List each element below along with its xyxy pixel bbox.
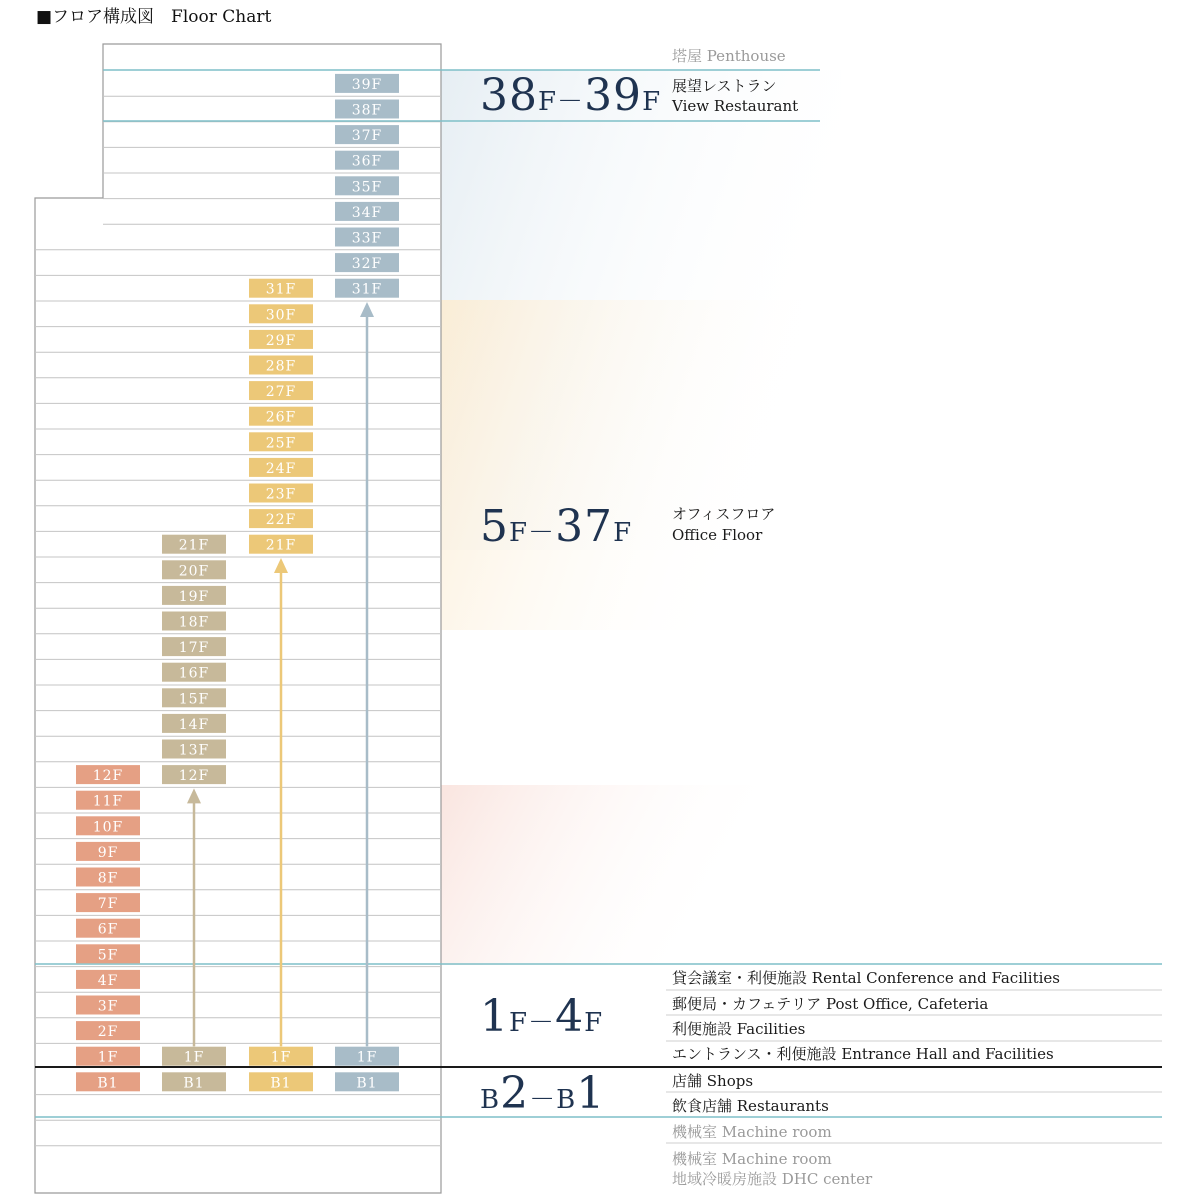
range-part: － bbox=[529, 1085, 557, 1115]
floor-label: 18F bbox=[178, 614, 210, 631]
range-part: 1 bbox=[576, 1068, 606, 1119]
chart-title: ■フロア構成図 Floor Chart bbox=[36, 7, 272, 27]
floor-label: 27F bbox=[265, 384, 297, 401]
range-part: 38 bbox=[480, 70, 538, 121]
zone-desc-lower: 貸会議室・利便施設 Rental Conference and Facilities bbox=[672, 969, 1060, 987]
floor-label: B1 bbox=[270, 1075, 292, 1092]
floor-label: 1F bbox=[270, 1049, 292, 1066]
floor-label: 6F bbox=[97, 921, 119, 938]
range-part: 39 bbox=[584, 70, 643, 121]
range-part: － bbox=[557, 87, 585, 117]
floor-label: 21F bbox=[178, 537, 210, 554]
range-part: B bbox=[556, 1085, 577, 1115]
floor-label: B1 bbox=[97, 1075, 119, 1092]
floor-label: B1 bbox=[183, 1075, 205, 1092]
floor-label: 2F bbox=[97, 1024, 119, 1041]
elevator-arrow-head bbox=[360, 302, 374, 317]
zone-range-basement bbox=[480, 1068, 606, 1119]
range-part: 1 bbox=[480, 991, 509, 1042]
floor-label: 14F bbox=[178, 716, 210, 733]
floor-label: 17F bbox=[178, 640, 210, 657]
floor-label: 24F bbox=[265, 460, 297, 477]
floor-label: 25F bbox=[265, 435, 297, 452]
zone-range-lower bbox=[480, 991, 604, 1042]
range-part: F bbox=[538, 87, 558, 117]
floor-label: 10F bbox=[92, 819, 124, 836]
floor-label: 1F bbox=[97, 1049, 119, 1066]
floor-label: 9F bbox=[97, 844, 119, 861]
range-part: F bbox=[584, 1008, 604, 1038]
floor-label: 3F bbox=[97, 998, 119, 1015]
floor-label: 36F bbox=[351, 153, 383, 170]
range-part: F bbox=[509, 1008, 529, 1038]
floor-label: 20F bbox=[178, 563, 210, 580]
range-part: F bbox=[642, 87, 662, 117]
floor-label: 11F bbox=[92, 793, 124, 810]
zone-desc-lower: 郵便局・カフェテリア Post Office, Cafeteria bbox=[672, 995, 989, 1013]
floor-label: 5F bbox=[97, 947, 119, 964]
penthouse-label: 塔屋 Penthouse bbox=[672, 47, 786, 65]
zone-desc-lower: エントランス・利便施設 Entrance Hall and Facilities bbox=[672, 1045, 1054, 1063]
floor-label: 12F bbox=[92, 768, 124, 785]
floor-label: 30F bbox=[265, 307, 297, 324]
zone-desc-restaurant: View Restaurant bbox=[672, 97, 799, 115]
floor-label: 31F bbox=[351, 281, 383, 298]
floor-label: 38F bbox=[351, 102, 383, 119]
floor-label: 8F bbox=[97, 870, 119, 887]
zone-desc-office: Office Floor bbox=[672, 526, 763, 544]
floor-label: 4F bbox=[97, 972, 119, 989]
floor-label: 12F bbox=[178, 768, 210, 785]
elevator-arrow-head bbox=[187, 788, 201, 803]
floor-label: 22F bbox=[265, 512, 297, 529]
floor-label: 34F bbox=[351, 204, 383, 221]
range-part: 2 bbox=[500, 1068, 530, 1119]
floor-label: B1 bbox=[356, 1075, 378, 1092]
machine-room-label: 機械室 Machine room bbox=[672, 1150, 832, 1168]
zone-desc-lower: 利便施設 Facilities bbox=[672, 1020, 806, 1038]
zone-desc-restaurant: 展望レストラン bbox=[672, 77, 777, 95]
floor-label: 19F bbox=[178, 588, 210, 605]
zone-desc-office: オフィスフロア bbox=[672, 505, 776, 523]
gradient-panel-mid bbox=[441, 300, 801, 630]
floor-label: 37F bbox=[351, 128, 383, 145]
floor-label: 16F bbox=[178, 665, 210, 682]
range-part: 5 bbox=[480, 501, 509, 552]
zone-range-restaurant bbox=[480, 70, 662, 121]
range-part: － bbox=[528, 1008, 556, 1038]
floor-label: 35F bbox=[351, 179, 383, 196]
floor-label: 26F bbox=[265, 409, 297, 426]
floor-label: 29F bbox=[265, 332, 297, 349]
floor-label: 39F bbox=[351, 76, 383, 93]
range-part: 37 bbox=[555, 501, 614, 552]
floor-label: 7F bbox=[97, 896, 119, 913]
floor-label: 23F bbox=[265, 486, 297, 503]
zone-desc-basement: 飲食店舗 Restaurants bbox=[672, 1097, 829, 1115]
elevator-arrow-head bbox=[274, 558, 288, 573]
range-part: 4 bbox=[555, 991, 585, 1042]
range-part: B bbox=[480, 1085, 501, 1115]
floor-label: 32F bbox=[351, 256, 383, 273]
floor-label: 31F bbox=[265, 281, 297, 298]
elevator-bank-low bbox=[76, 765, 140, 1091]
floor-label: 15F bbox=[178, 691, 210, 708]
floor-label: 28F bbox=[265, 358, 297, 375]
floor-label: 1F bbox=[356, 1049, 378, 1066]
floor-label: 21F bbox=[265, 537, 297, 554]
machine-room-label: 機械室 Machine room bbox=[672, 1123, 832, 1141]
zone-desc-basement: 店舗 Shops bbox=[672, 1072, 754, 1090]
range-part: F bbox=[613, 518, 633, 548]
zone-range-office bbox=[480, 501, 633, 552]
machine-room-label: 地域冷暖房施設 DHC center bbox=[672, 1170, 873, 1188]
floor-label: 33F bbox=[351, 230, 383, 247]
gradient-panel-low bbox=[441, 785, 761, 965]
range-part: F bbox=[509, 518, 529, 548]
floor-label: 1F bbox=[183, 1049, 205, 1066]
range-part: － bbox=[528, 518, 556, 548]
floor-label: 13F bbox=[178, 742, 210, 759]
